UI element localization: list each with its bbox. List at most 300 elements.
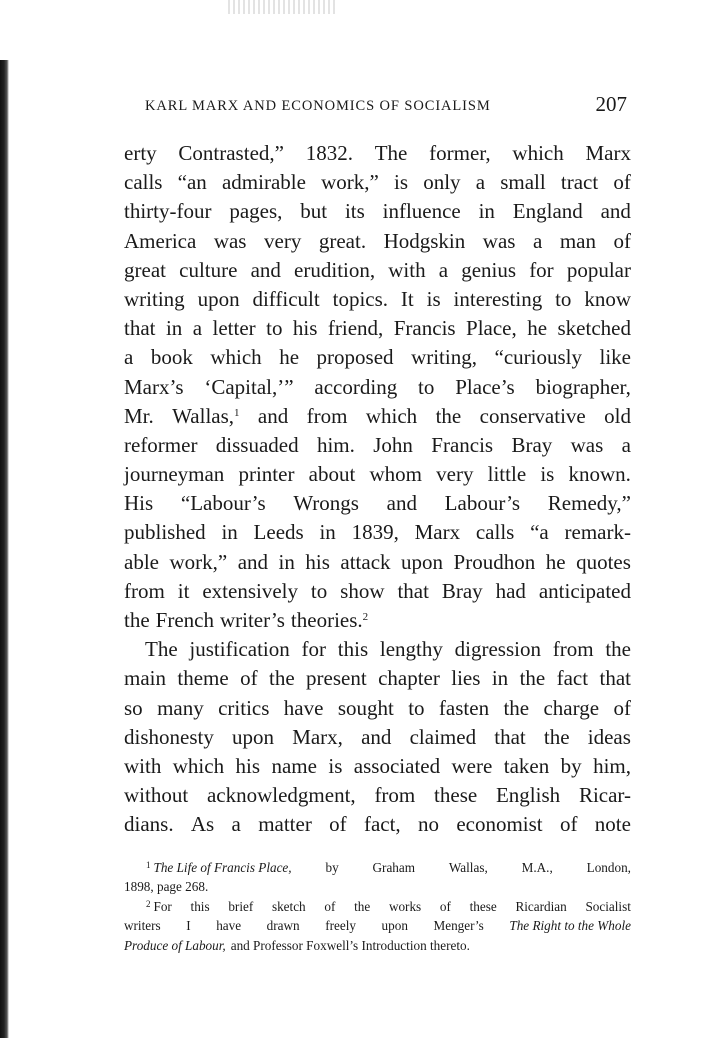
word (418, 373, 434, 402)
word (513, 197, 583, 226)
word-text: so (124, 695, 143, 720)
word-text: in (165, 316, 183, 341)
fn-word: this (190, 898, 210, 914)
word (492, 664, 508, 693)
word (495, 343, 582, 372)
fn-word: of (324, 898, 336, 914)
word-text: a (621, 432, 631, 457)
word (584, 285, 631, 314)
fn-word: these (469, 898, 497, 914)
word (124, 314, 156, 343)
word-text: “a (530, 520, 549, 545)
word-text: economist (456, 812, 543, 837)
fn-word: Ricardian (515, 898, 567, 914)
word-text: and (361, 724, 392, 749)
word (156, 606, 214, 635)
word-text: printer (238, 462, 295, 487)
word (207, 781, 356, 810)
word-text: dians. (124, 812, 174, 837)
text-line (124, 548, 631, 577)
footnote-2-marker: 2 (146, 898, 151, 909)
footnote-2-line-1 (124, 897, 631, 916)
word-text: journeyman (124, 462, 225, 487)
word-text: proposed (316, 345, 394, 370)
word (157, 694, 204, 723)
text-line (124, 635, 631, 664)
word-text: Wallas, (172, 403, 235, 428)
word-text: reformer (124, 432, 198, 457)
word (145, 635, 178, 664)
text-line (124, 373, 631, 402)
footnote-2-line-3 (124, 936, 631, 955)
word (543, 694, 599, 723)
word (567, 256, 631, 285)
word (124, 373, 184, 402)
word (442, 577, 483, 606)
word (604, 402, 631, 431)
word (496, 577, 526, 606)
word (571, 431, 604, 460)
word-text: letter (212, 316, 256, 341)
text-line (124, 489, 631, 518)
word-text: a (124, 345, 134, 370)
word (380, 635, 443, 664)
word (291, 606, 368, 635)
word-text: Place’s (455, 374, 515, 399)
word (124, 548, 159, 577)
word-text: from (124, 578, 165, 603)
text-line (124, 577, 631, 606)
word (546, 548, 566, 577)
word (221, 518, 237, 547)
word-text: “an (177, 170, 207, 195)
fn-word: writers (124, 918, 161, 934)
word (210, 343, 261, 372)
word-text: was (482, 228, 516, 253)
word (369, 460, 422, 489)
text-line (124, 518, 631, 547)
word-text: man (559, 228, 596, 253)
word-text: associated (353, 753, 441, 778)
text-line (124, 664, 631, 693)
word-text: this (337, 637, 369, 662)
fn-word: freely (325, 918, 356, 934)
word (307, 402, 348, 431)
word (124, 139, 157, 168)
word (418, 810, 439, 839)
word-text: acknowledgment, (206, 783, 356, 808)
word (202, 577, 298, 606)
word (387, 489, 417, 518)
text-line (124, 285, 631, 314)
word (533, 227, 542, 256)
word-text: small (500, 170, 546, 195)
word-text: Francis (431, 432, 494, 457)
word (593, 752, 631, 781)
word (613, 694, 631, 723)
word (614, 227, 632, 256)
word (429, 139, 491, 168)
word-text: its (344, 199, 365, 224)
word-text: ideas (587, 724, 631, 749)
word-text: of (613, 228, 631, 253)
word (613, 168, 631, 197)
word (394, 314, 456, 343)
word (189, 635, 289, 664)
word-text: his (235, 753, 261, 778)
word (560, 227, 596, 256)
word (124, 285, 185, 314)
text-line (124, 752, 631, 781)
word-text: able (124, 549, 159, 574)
word (401, 548, 443, 577)
word-text: Proudhon (453, 549, 536, 574)
word (383, 197, 461, 226)
word (397, 577, 429, 606)
word-text: and (386, 491, 417, 516)
word-text: very (264, 228, 302, 253)
word (340, 577, 384, 606)
word-text: the (503, 695, 530, 720)
word-text: he (527, 316, 548, 341)
word-text: claimed (409, 724, 477, 749)
word (328, 314, 383, 343)
word-text: that (599, 666, 631, 691)
word-text: know (584, 286, 631, 311)
word-text: ‘Capital,’” (204, 374, 294, 399)
word-text: friend, (327, 316, 384, 341)
word-text: fact (556, 666, 589, 691)
word-text: and (257, 403, 289, 428)
footnote-1-marker: 1 (146, 860, 151, 870)
footnote-2-rest: and Professor Foxwell’s Introduction thereto. (230, 937, 470, 953)
word-text: Remedy,” (547, 491, 631, 516)
word-text: England (512, 199, 583, 224)
word (340, 548, 390, 577)
word-text: writing (124, 286, 185, 311)
word-text: The (145, 637, 178, 662)
word (293, 489, 359, 518)
text-line (124, 460, 631, 489)
word (451, 664, 480, 693)
word (488, 460, 527, 489)
word-text: Bray (441, 578, 483, 603)
word-text: sketched (557, 316, 631, 341)
word (436, 402, 462, 431)
word (166, 314, 182, 343)
word-text: Place, (466, 316, 517, 341)
word (172, 402, 239, 431)
word (494, 723, 526, 752)
word (124, 781, 188, 810)
fn-word: upon (381, 918, 408, 934)
word (374, 781, 415, 810)
word (124, 723, 214, 752)
word-text: present (306, 666, 367, 691)
word (181, 489, 266, 518)
word-text: Marx (585, 141, 631, 165)
word-text: fact, (363, 812, 401, 837)
word (373, 431, 413, 460)
word-text: he (545, 549, 566, 574)
word (461, 256, 516, 285)
word-text: that (124, 316, 156, 341)
word (204, 373, 293, 402)
word (539, 577, 631, 606)
word-text: main (124, 666, 166, 691)
text-line (124, 227, 631, 256)
fn-word: of (439, 898, 451, 914)
word (338, 694, 394, 723)
word-text: quotes (576, 549, 631, 574)
word-text: his (305, 549, 330, 574)
word (560, 810, 578, 839)
word (483, 227, 516, 256)
word (271, 752, 316, 781)
word (238, 548, 268, 577)
word-text: was (213, 228, 247, 253)
page-header (145, 92, 635, 120)
word (352, 518, 399, 547)
word (236, 752, 261, 781)
word-text: he (279, 345, 300, 370)
body-text (124, 139, 631, 840)
word-text: justification (189, 637, 290, 662)
word-text: which (365, 403, 418, 428)
word (328, 752, 342, 781)
word (317, 431, 355, 460)
word (480, 402, 586, 431)
text-line (124, 343, 631, 372)
word (124, 664, 166, 693)
word-text: which (210, 345, 262, 370)
word (454, 285, 543, 314)
word (218, 694, 269, 723)
word (512, 139, 563, 168)
word-text: show (340, 578, 385, 603)
word-text: upon (401, 549, 444, 574)
word (191, 810, 214, 839)
word-text: that (397, 578, 429, 603)
word-text: Leeds (253, 520, 304, 545)
word (238, 460, 294, 489)
word (588, 723, 631, 752)
word (178, 168, 207, 197)
word (302, 635, 327, 664)
word (434, 781, 477, 810)
word (410, 723, 476, 752)
word-text: Hodgskin (383, 228, 466, 253)
word-text: in (221, 520, 238, 545)
word-text: for (529, 257, 554, 282)
word-text: whom (369, 462, 422, 487)
word (476, 518, 514, 547)
word (511, 431, 552, 460)
word-text: to (266, 316, 283, 341)
word-text: little (487, 462, 527, 487)
word (500, 168, 546, 197)
word-text: which (512, 141, 564, 165)
word-text: Mr. (124, 403, 154, 428)
word-text: in (478, 199, 495, 224)
word (300, 197, 327, 226)
word-text: is (540, 462, 555, 487)
word (321, 168, 379, 197)
fn-word: brief (228, 898, 254, 914)
word-text: him, (593, 753, 631, 778)
word-text: digression (454, 637, 541, 662)
word-text: and (600, 199, 631, 224)
word (124, 489, 153, 518)
word-text: English (495, 783, 561, 808)
word (599, 664, 631, 693)
fn-word: London, (586, 860, 631, 875)
word (600, 343, 632, 372)
page-number: 207 (595, 92, 627, 116)
text-line (124, 139, 631, 168)
word (198, 285, 240, 314)
word (504, 752, 549, 781)
fn-word: have (216, 918, 242, 934)
word-text: the (605, 637, 631, 662)
word (622, 431, 631, 460)
word (124, 168, 162, 197)
word-text: As (190, 812, 215, 837)
word (354, 752, 440, 781)
word-text: old (604, 403, 631, 428)
word (258, 810, 312, 839)
word-text: anticipated (538, 578, 631, 603)
word-text: It (400, 286, 414, 311)
word (124, 694, 143, 723)
word-text: from (552, 637, 594, 662)
word-text: by (560, 753, 582, 778)
word (555, 285, 571, 314)
fn-word: Graham (372, 860, 416, 875)
word (179, 256, 237, 285)
word-text: were (451, 753, 493, 778)
word-text: critics (218, 695, 270, 720)
word-text: writing, (411, 345, 477, 370)
word-text: lies (451, 666, 481, 691)
footnote-2-title-cont: Produce of Labour, (124, 937, 226, 953)
word-text: him. (316, 432, 355, 457)
scan-smudge (228, 0, 338, 14)
running-head: KARL MARX AND ECONOMICS OF SOCIALISM (145, 98, 491, 114)
word-text: the (124, 608, 150, 632)
word (229, 197, 282, 226)
word-text: “curiously (494, 345, 582, 370)
word-text: dissuaded (215, 432, 299, 457)
word-text: of (613, 695, 631, 720)
word-text: to (408, 695, 425, 720)
word (169, 548, 227, 577)
word-text: former, (429, 141, 491, 165)
word-text: great (124, 257, 166, 282)
word (455, 373, 514, 402)
word-text: of (613, 170, 631, 195)
word-text: for (301, 637, 327, 662)
word-text: taken (503, 753, 550, 778)
text-line (124, 256, 631, 285)
word (439, 694, 489, 723)
footnote-ref: 2 (362, 611, 369, 623)
word (319, 227, 366, 256)
word (439, 256, 448, 285)
word-text: genius (461, 257, 517, 282)
word (466, 314, 517, 343)
word-text: lengthy (379, 637, 443, 662)
word (456, 810, 542, 839)
text-line (124, 402, 631, 431)
word-text: without (124, 783, 189, 808)
word-text: a (192, 316, 203, 341)
word-text: Ricar- (578, 783, 631, 808)
word (361, 723, 391, 752)
word-text: tract (560, 170, 599, 195)
word (436, 460, 473, 489)
word-text: which (172, 753, 225, 778)
word-text: a (231, 812, 241, 837)
word (305, 548, 330, 577)
word-text: attack (340, 549, 391, 574)
word (294, 256, 375, 285)
footnote-2-line-2 (124, 916, 631, 935)
word-text: had (495, 578, 526, 603)
word (527, 314, 547, 343)
word (124, 606, 150, 635)
word-text: that (494, 724, 526, 749)
word (124, 577, 165, 606)
word-text: 1832. (305, 141, 353, 165)
word (311, 577, 327, 606)
text-line (124, 431, 631, 460)
word (445, 489, 520, 518)
text-line (124, 694, 631, 723)
word (605, 635, 631, 664)
word-text: Marx, (292, 724, 343, 749)
word-text: calls (124, 170, 163, 195)
word (151, 343, 193, 372)
word (565, 518, 631, 547)
text-line (124, 781, 631, 810)
word-text: popular (566, 257, 631, 282)
word (177, 664, 228, 693)
word (520, 664, 546, 693)
word-text: of (240, 666, 258, 691)
word-text: John (373, 432, 413, 457)
word (561, 168, 598, 197)
word (124, 197, 211, 226)
word (561, 752, 582, 781)
text-line (124, 197, 631, 226)
word (292, 723, 343, 752)
word-text: have (283, 695, 324, 720)
word-text: from (374, 783, 416, 808)
word (338, 635, 368, 664)
word (266, 314, 282, 343)
word-text: sought (337, 695, 394, 720)
word-text: dishonesty (124, 724, 214, 749)
word (408, 694, 424, 723)
text-line (124, 810, 631, 839)
word (452, 752, 493, 781)
word (279, 343, 299, 372)
word (529, 256, 554, 285)
word (455, 635, 541, 664)
word (309, 460, 356, 489)
word (264, 227, 301, 256)
